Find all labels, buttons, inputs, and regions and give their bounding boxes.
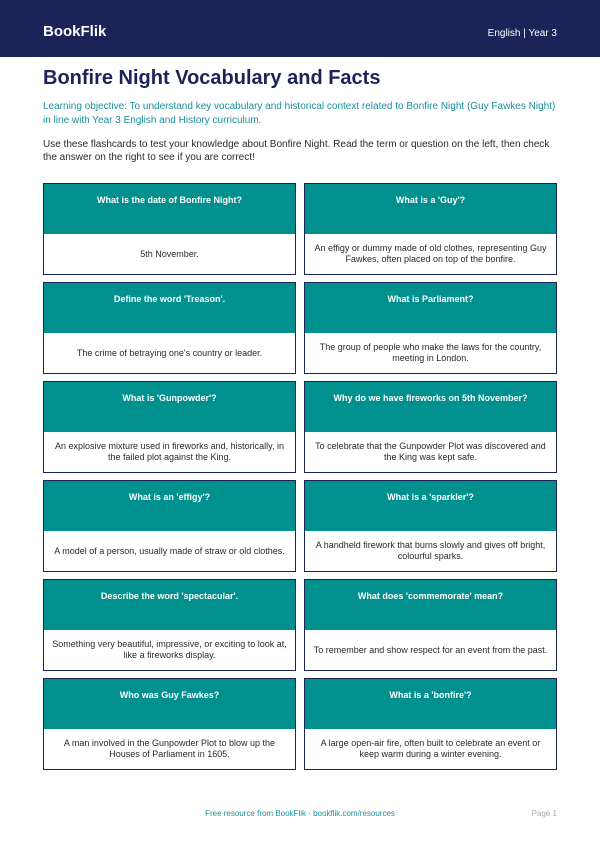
- page-header: [0, 0, 600, 57]
- flashcard-row: [43, 381, 557, 473]
- brand-logo[interactable]: BookFlik: [43, 23, 107, 40]
- flashcard: [43, 480, 296, 572]
- flashcard-row: [43, 480, 557, 572]
- flashcard-answer: A large open-air fire, often built to celebrate an event or keep warm during a winter evening.: [320, 738, 541, 759]
- flashcard: [43, 579, 296, 671]
- flashcard: [304, 480, 557, 572]
- flashcard-row: [43, 183, 557, 275]
- flashcard-question: What is the date of Bonfire Night?: [44, 184, 295, 234]
- flashcard-question: Describe the word 'spectacular'.: [44, 580, 295, 630]
- flashcard: [43, 282, 296, 374]
- flashcard: [43, 678, 296, 770]
- flashcard-question: What is 'Gunpowder'?: [44, 382, 295, 432]
- footer-link[interactable]: Free resource from BookFlik · bookflik.com/resources: [205, 809, 395, 818]
- page-number: Page 1: [531, 809, 557, 818]
- flashcard-question: What is Parliament?: [305, 283, 556, 333]
- flashcard-row: [43, 678, 557, 770]
- flashcard: [304, 282, 557, 374]
- flashcard-question: Define the word 'Treason'.: [44, 283, 295, 333]
- flashcard-answer: To remember and show respect for an event from the past.: [313, 644, 548, 655]
- flashcard: [304, 678, 557, 770]
- flashcard-answer: An explosive mixture used in fireworks and, historically, in the failed plot against the King.: [55, 441, 284, 462]
- intro-text: Use these flashcards to test your knowledge about Bonfire Night. Read the term or question on the left, then check the answer on the right to see if you are correct!: [43, 139, 550, 163]
- flashcard-row: [43, 579, 557, 671]
- flashcard: [304, 579, 557, 671]
- flashcard-answer: To celebrate that the Gunpowder Plot was discovered and the King was kept safe.: [315, 441, 546, 462]
- page-title: Bonfire Night Vocabulary and Facts: [43, 67, 381, 89]
- breadcrumb: English | Year 3: [487, 28, 557, 39]
- flashcard-answer: The crime of betraying one's country or leader.: [76, 347, 263, 358]
- flashcard-question: What is a 'sparkler'?: [305, 481, 556, 531]
- flashcard: [304, 183, 557, 275]
- flashcard-grid: [43, 183, 557, 777]
- flashcard-question: What is an 'effigy'?: [44, 481, 295, 531]
- flashcard: [43, 183, 296, 275]
- flashcard-answer: The group of people who make the laws for the country, meeting in London.: [319, 342, 542, 363]
- flashcard-question: Why do we have fireworks on 5th November?: [305, 382, 556, 432]
- flashcard-answer: A man involved in the Gunpowder Plot to blow up the Houses of Parliament in 1605.: [63, 738, 276, 759]
- flashcard: [43, 381, 296, 473]
- flashcard-answer: A model of a person, usually made of straw or old clothes.: [54, 545, 285, 556]
- flashcard-row: [43, 282, 557, 374]
- learning-objective: Learning objective: To understand key vocabulary and historical context related to Bonfire Night (Guy Fawkes Night) in line with Year 3 English and History curriculum.: [43, 101, 556, 126]
- flashcard-question: What is a 'Guy'?: [305, 184, 556, 234]
- flashcard-answer: Something very beautiful, impressive, or exciting to look at, like a fireworks display.: [52, 639, 287, 660]
- flashcard-question: What does 'commemorate' mean?: [305, 580, 556, 630]
- flashcard: [304, 381, 557, 473]
- flashcard-answer: A handheld firework that burns slowly and gives off bright, colourful sparks.: [315, 540, 546, 561]
- flashcard-answer: An effigy or dummy made of old clothes, representing Guy Fawkes, often placed on top of the bonfire.: [314, 243, 547, 264]
- flashcard-question: What is a 'bonfire'?: [305, 679, 556, 729]
- flashcard-answer: 5th November.: [140, 248, 199, 259]
- flashcard-question: Who was Guy Fawkes?: [44, 679, 295, 729]
